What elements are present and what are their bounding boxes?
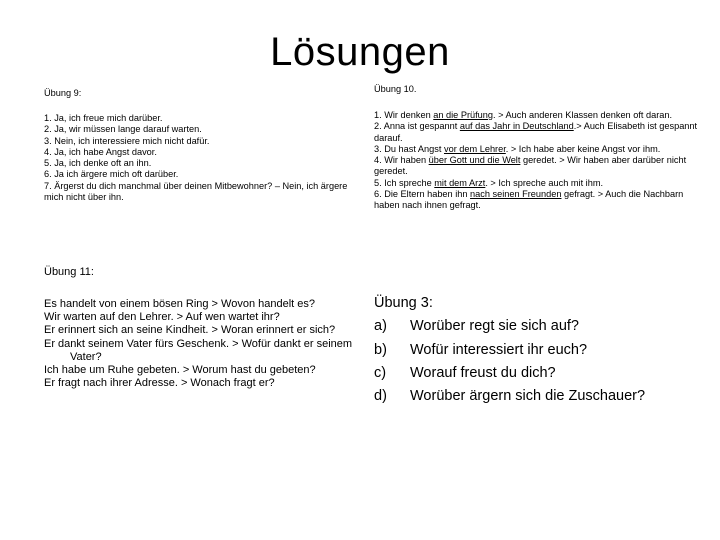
underlined-phrase: mit dem Arzt: [434, 177, 486, 188]
list-item: 7. Ärgerst du dich manchmal über deinen Mitbewohner? – Nein, ich ärgere mich nicht über ihn.: [44, 180, 348, 203]
exercise-10-heading: Übung 10.: [374, 84, 417, 94]
underlined-phrase: an die Prüfung: [433, 110, 493, 120]
list-item: [374, 110, 709, 121]
list-item: [374, 121, 709, 144]
page-title: Lösungen: [270, 30, 450, 74]
item-text: . > Ich habe aber keine Angst vor ihm.: [505, 143, 661, 154]
item-letter: b): [374, 341, 387, 358]
item-text: 3. Du hast Angst: [374, 143, 444, 154]
item-text: 2. Anna ist gespannt: [374, 121, 460, 132]
list-item: 6. Ja ich ärgere mich oft darüber.: [44, 169, 179, 180]
item-text: Worüber ärgern sich die Zuschauer?: [410, 388, 646, 405]
item-text: 5. Ich spreche: [374, 177, 435, 188]
item-text: Worauf freust du dich?: [410, 364, 556, 381]
exercise-3-block: [374, 292, 704, 408]
list-item: Er erinnert sich an seine Kindheit. > Woran erinnert er sich?: [44, 324, 336, 337]
list-item: [374, 178, 709, 189]
underlined-phrase: über Gott und die Welt: [428, 155, 521, 166]
item-letter: c): [374, 364, 387, 381]
exercise-9-heading: Übung 9:: [44, 88, 82, 98]
underlined-phrase: auf das Jahr in Deutschland: [459, 121, 574, 132]
list-item: 1. Ja, ich freue mich darüber.: [44, 113, 163, 123]
list-item: [374, 315, 704, 338]
list-item: Er fragt nach ihrer Adresse. > Wonach fragt er?: [44, 377, 275, 390]
exercise-9-list: [44, 113, 354, 203]
item-text: 6. Die Eltern haben ihn: [374, 189, 471, 200]
list-item: [374, 144, 709, 155]
item-text: 4. Wir haben: [374, 155, 429, 166]
item-text: 1. Wir denken: [374, 110, 434, 120]
list-item: Ich habe um Ruhe gebeten. > Worum hast du gebeten?: [44, 364, 316, 377]
underlined-phrase: vor dem Lehrer: [443, 143, 506, 154]
exercise-10-list: [374, 110, 709, 212]
list-item: [374, 385, 704, 408]
list-item: Es handelt von einem bösen Ring > Wovon handelt es?: [44, 298, 316, 310]
exercise-3-heading: Übung 3:: [374, 295, 433, 311]
item-text: .> Auch Elisabeth ist gespannt darauf.: [374, 121, 698, 143]
list-item: [374, 155, 709, 178]
list-item: [374, 339, 704, 362]
list-item: Er dankt seinem Vater fürs Geschenk. > Wofür dankt er seinem Vater?: [44, 337, 353, 363]
item-letter: d): [374, 388, 387, 405]
item-text: Wofür interessiert ihr euch?: [410, 341, 588, 358]
list-item: [374, 362, 704, 385]
item-text: gefragt. > Auch die Nachbarn haben nach ihnen gefragt.: [374, 189, 684, 211]
list-item: Wir warten auf den Lehrer. > Auf wen wartet ihr?: [44, 311, 280, 324]
list-item: 5. Ja, ich denke oft an ihn.: [44, 158, 152, 169]
item-text: . > Auch anderen Klassen denken oft daran.: [493, 110, 673, 120]
list-item: 2. Ja, wir müssen lange darauf warten.: [44, 124, 202, 135]
item-text: . > Ich spreche auch mit ihm.: [485, 177, 604, 188]
list-item: [374, 189, 709, 212]
item-letter: a): [374, 318, 387, 335]
underlined-phrase: nach seinen Freunden: [470, 189, 562, 200]
exercise-11-list: [44, 298, 364, 390]
list-item: 3. Nein, ich interessiere mich nicht dafür.: [44, 135, 210, 146]
exercise-11-heading: Übung 11:: [44, 266, 94, 278]
list-item: 4. Ja, ich habe Angst davor.: [44, 146, 157, 157]
item-text: Worüber regt sie sich auf?: [410, 318, 579, 335]
item-text: geredet. > Wir haben aber darüber nicht geredet.: [374, 155, 687, 177]
